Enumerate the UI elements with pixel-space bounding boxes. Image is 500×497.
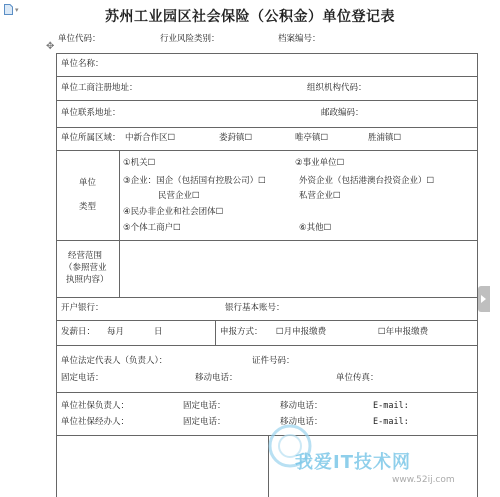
row-line (56, 345, 478, 346)
region-label: 单位所属区域： (61, 133, 121, 143)
ss-staff-label: 单位社保经办人： (61, 417, 130, 427)
contact-address-label: 单位联系地址： (61, 108, 121, 118)
legal-rep-label: 单位法定代表人（负责人）： (61, 356, 168, 366)
table-border-right (477, 53, 478, 497)
side-expand-tab[interactable] (478, 286, 490, 312)
postal-code-label: 邮政编码： (321, 108, 364, 118)
unit-code-label: 单位代码： (58, 34, 101, 44)
id-number-label: 证件号码： (252, 356, 295, 366)
ss-head-label: 单位社保负责人： (61, 401, 130, 411)
pay-day-label: 发薪日： (61, 327, 96, 337)
unit-type-option[interactable]: ③企业：国企（包括国有控股公司）☐ (123, 176, 266, 186)
risk-category-label: 行业风险类别： (160, 34, 220, 44)
row-line (56, 76, 478, 77)
unit-type-option[interactable]: ⑤个体工商户☐ (123, 223, 181, 233)
unit-name-label: 单位名称： (61, 59, 104, 69)
row-line (56, 53, 478, 54)
business-address-label: 单位工商注册地址： (61, 83, 138, 93)
pay-day-unit-label: 日 (154, 327, 163, 337)
row-line (56, 100, 478, 101)
bank-name-label: 开户银行： (61, 303, 104, 313)
ss-staff-mobile-label: 移动电话： (280, 417, 323, 427)
watermark-text: 我爱IT技术网 (295, 452, 411, 473)
form-title: 苏州工业园区社会保险（公积金）单位登记表 (105, 9, 395, 25)
ss-staff-tel-label: 固定电话： (183, 417, 226, 427)
table-move-handle-icon[interactable]: ✥ (46, 41, 55, 52)
ss-head-tel-label: 固定电话： (183, 401, 226, 411)
monthly-declare-checkbox[interactable]: ☐月申报缴费 (276, 327, 327, 337)
pay-month-label: 每月 (107, 327, 125, 337)
unit-type-label: 类型 (79, 202, 97, 212)
column-line (215, 320, 216, 345)
row-line (56, 297, 478, 298)
archive-number-label: 档案编号： (278, 34, 321, 44)
unit-type-option[interactable]: 私营企业☐ (299, 191, 341, 201)
unit-type-option[interactable]: 外资企业（包括港澳台投资企业）☐ (299, 176, 435, 186)
unit-type-option[interactable]: 民营企业☐ (158, 191, 200, 201)
row-line (56, 320, 478, 321)
business-scope-label: 经营范围 (68, 251, 103, 261)
ss-staff-email-label: E-mail: (373, 417, 409, 427)
dropdown-arrow-icon[interactable]: ▾ (15, 6, 19, 14)
declare-method-label: 申报方式： (220, 327, 263, 337)
region-option[interactable]: 胜浦镇☐ (368, 133, 402, 143)
legal-mobile-label: 移动电话： (195, 373, 238, 383)
region-option[interactable]: 娄葑镇☐ (219, 133, 253, 143)
region-option[interactable]: 中新合作区☐ (125, 133, 176, 143)
column-line (119, 150, 120, 297)
bank-account-label: 银行基本账号： (225, 303, 285, 313)
unit-type-label: 单位 (79, 178, 97, 188)
table-border-left (56, 53, 57, 497)
unit-type-option[interactable]: ②事业单位☐ (295, 158, 345, 168)
yearly-declare-checkbox[interactable]: ☐年申报缴费 (378, 327, 429, 337)
region-option[interactable]: 唯亭镇☐ (295, 133, 329, 143)
fax-label: 单位传真： (336, 373, 379, 383)
ss-head-mobile-label: 移动电话： (280, 401, 323, 411)
business-scope-label: （参照营业 (64, 263, 107, 273)
ss-head-email-label: E-mail: (373, 401, 409, 411)
watermark-url: www.52ij.com (392, 475, 455, 485)
org-code-label: 组织机构代码： (307, 83, 367, 93)
legal-tel-label: 固定电话： (61, 373, 104, 383)
row-line (56, 392, 478, 393)
unit-type-option[interactable]: ⑥其他☐ (299, 223, 332, 233)
unit-type-option[interactable]: ④民办非企业和社会团体☐ (123, 207, 224, 217)
unit-type-option[interactable]: ①机关☐ (123, 158, 156, 168)
business-scope-label: 执照内容） (66, 275, 109, 285)
row-line (56, 127, 478, 128)
